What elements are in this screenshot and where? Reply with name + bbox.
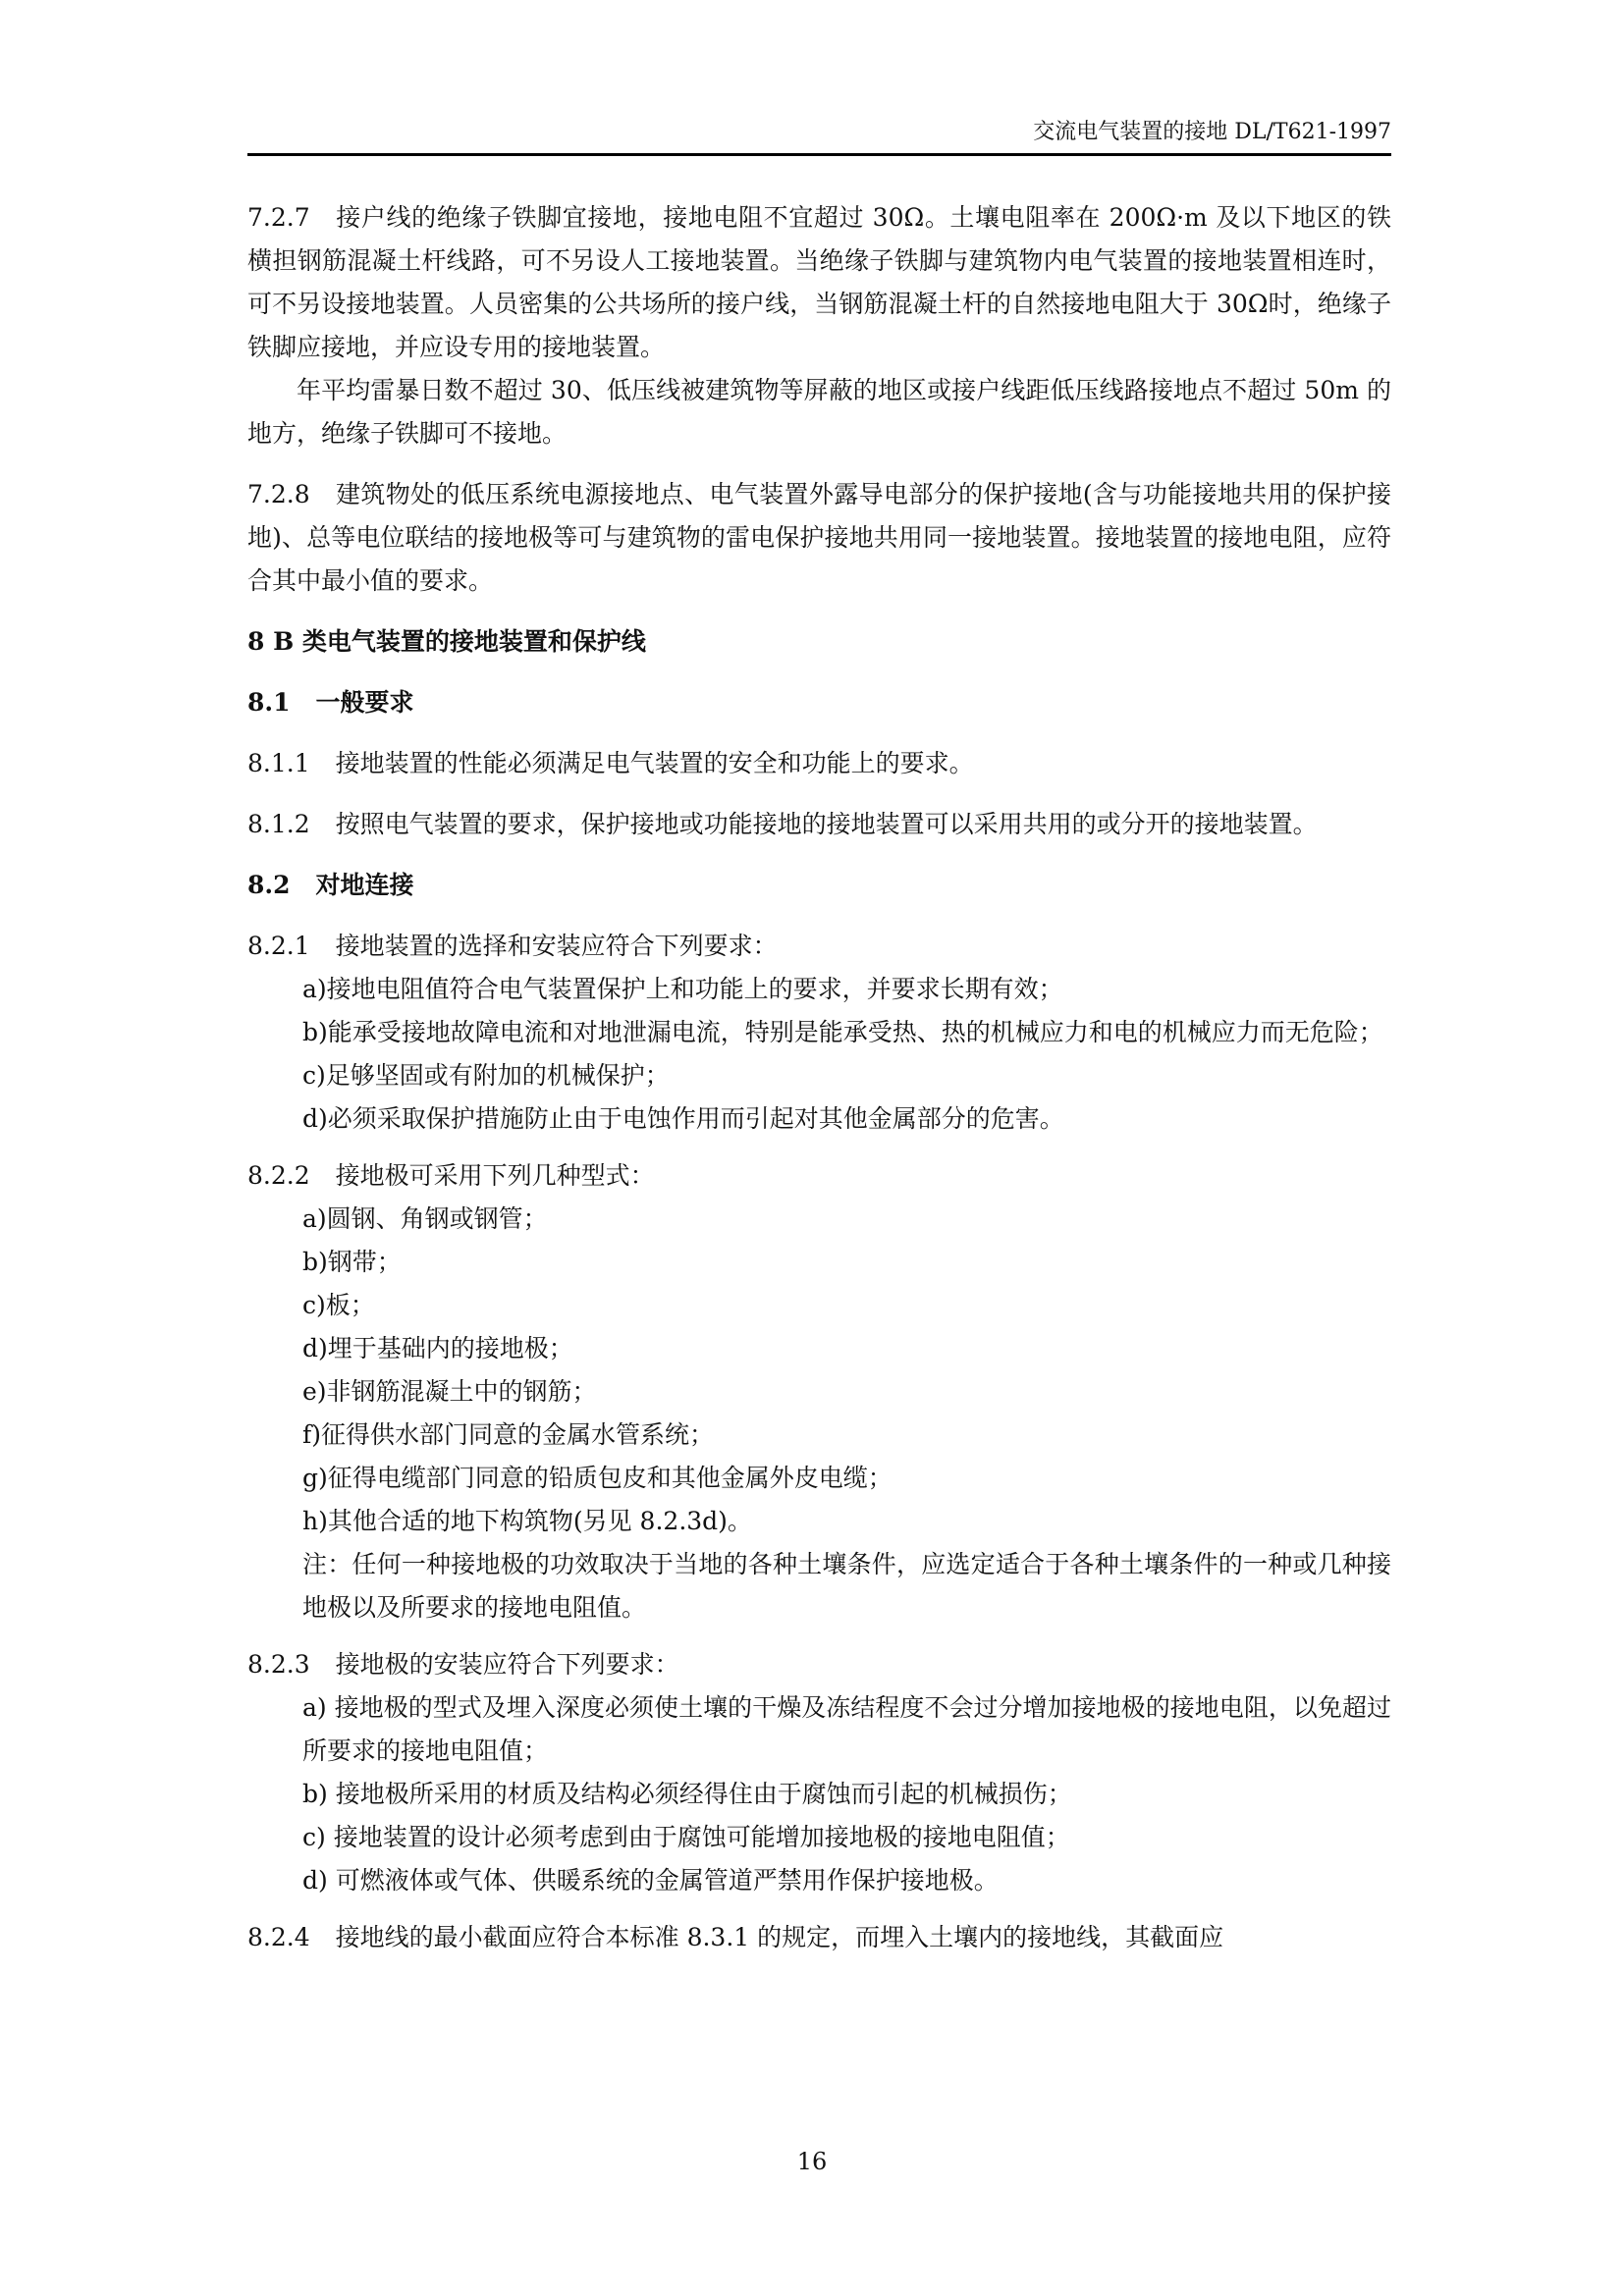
clause-number: 8.2.4	[247, 1923, 310, 1951]
clause-number: 8.1.2	[247, 810, 310, 838]
clause-text: 按照电气装置的要求，保护接地或功能接地的接地装置可以采用共用的或分开的接地装置。	[335, 810, 1318, 838]
clause-7-2-7	[247, 196, 1391, 369]
clause-8-1-2	[247, 803, 1391, 846]
section-8-1-heading	[247, 681, 1391, 724]
list-item: a) 接地极的型式及埋入深度必须使土壤的干燥及冻结程度不会过分增加接地极的接地电阻，以免超过所要求的接地电阻值；	[302, 1693, 1391, 1765]
page-number: 16	[796, 2148, 828, 2175]
clause-8-2-4	[247, 1916, 1391, 1959]
list-item: d)必须采取保护措施防止由于电蚀作用而引起对其他金属部分的危害。	[302, 1104, 1064, 1133]
list-item: c) 接地装置的设计必须考虑到由于腐蚀可能增加接地极的接地电阻值；	[302, 1823, 1070, 1851]
list-item: g)征得电缆部门同意的铅质包皮和其他金属外皮电缆；	[302, 1464, 893, 1492]
clause-number: 8.2.2	[247, 1161, 310, 1190]
list-item: h)其他合适的地下构筑物(另见 8.2.3d)。	[302, 1507, 752, 1535]
section-8-heading: 8 B 类电气装置的接地装置和保护线	[247, 627, 646, 656]
clause-number: 7.2.7	[247, 203, 310, 232]
clause-text: 接地极可采用下列几种型式：	[335, 1161, 655, 1190]
header-title: 交流电气装置的接地 DL/T621-1997	[1033, 120, 1391, 144]
list-item: d) 可燃液体或气体、供暖系统的金属管道严禁用作保护接地极。	[302, 1866, 999, 1895]
list-item: a)圆钢、角钢或钢管；	[302, 1204, 548, 1233]
note: 注：任何一种接地极的功效取决于当地的各种土壤条件，应选定适合于各种土壤条件的一种或几种接地极以及所要求的接地电阻值。	[302, 1550, 1391, 1622]
clause-8-1-1	[247, 742, 1391, 785]
section-title: 对地连接	[315, 871, 414, 899]
page-header	[247, 116, 1391, 156]
clause-text: 建筑物处的低压系统电源接地点、电气装置外露导电部分的保护接地(含与功能接地共用的保护接地)、总等电位联结的接地极等可与建筑物的雷电保护接地共用同一接地装置。接地装置的接地电阻，应符合其中最小值的要求。	[247, 480, 1391, 595]
clause-7-2-7-paragraph: 年平均雷暴日数不超过 30、低压线被建筑物等屏蔽的地区或接户线距低压线路接地点不超过 50m 的地方，绝缘子铁脚可不接地。	[247, 376, 1391, 448]
list-item: e)非钢筋混凝土中的钢筋；	[302, 1377, 597, 1406]
clause-number: 8.2.1	[247, 932, 310, 960]
clause-7-2-8	[247, 473, 1391, 603]
list-item: f)征得供水部门同意的金属水管系统；	[302, 1420, 715, 1449]
clause-text: 接地线的最小截面应符合本标准 8.3.1 的规定，而埋入土壤内的接地线，其截面应	[335, 1923, 1224, 1951]
list-item: a)接地电阻值符合电气装置保护上和功能上的要求，并要求长期有效；	[302, 975, 1063, 1003]
section-title: 一般要求	[315, 688, 414, 717]
section-number: 8.1	[247, 688, 291, 717]
clause-text: 接地极的安装应符合下列要求：	[335, 1650, 679, 1679]
section-8-2-heading	[247, 864, 1391, 907]
section-number: 8.2	[247, 871, 291, 899]
list-item: d)埋于基础内的接地极；	[302, 1334, 573, 1362]
clause-text: 接地装置的选择和安装应符合下列要求：	[335, 932, 778, 960]
clause-number: 7.2.8	[247, 480, 310, 508]
clause-8-2-2	[247, 1154, 1391, 1198]
list-item: c)足够坚固或有附加的机械保护；	[302, 1061, 670, 1090]
clause-text: 接户线的绝缘子铁脚宜接地，接地电阻不宜超过 30Ω。土壤电阻率在 200Ω·m 及以下地区的铁横担钢筋混凝土杆线路，可不另设人工接地装置。当绝缘子铁脚与建筑物内电气装置的接地装置相连时，可不另设接地装置。人员密集的公共场所的接户线，当钢筋混凝土杆的自然接地电阻大于 30Ω时，绝缘子铁脚应接地，并应设专用的接地装置。	[247, 203, 1391, 361]
clause-number: 8.1.1	[247, 749, 310, 777]
clause-8-2-1	[247, 925, 1391, 968]
clause-text: 接地装置的性能必须满足电气装置的安全和功能上的要求。	[335, 749, 974, 777]
list-item: b)钢带；	[302, 1248, 402, 1276]
clause-number: 8.2.3	[247, 1650, 310, 1679]
document-body	[247, 196, 1391, 1959]
clause-8-2-3	[247, 1643, 1391, 1686]
list-item: c)板；	[302, 1291, 375, 1319]
list-item: b) 接地极所采用的材质及结构必须经得住由于腐蚀而引起的机械损伤；	[302, 1780, 1072, 1808]
list-item: b)能承受接地故障电流和对地泄漏电流，特别是能承受热、热的机械应力和电的机械应力而无危险；	[302, 1018, 1383, 1046]
